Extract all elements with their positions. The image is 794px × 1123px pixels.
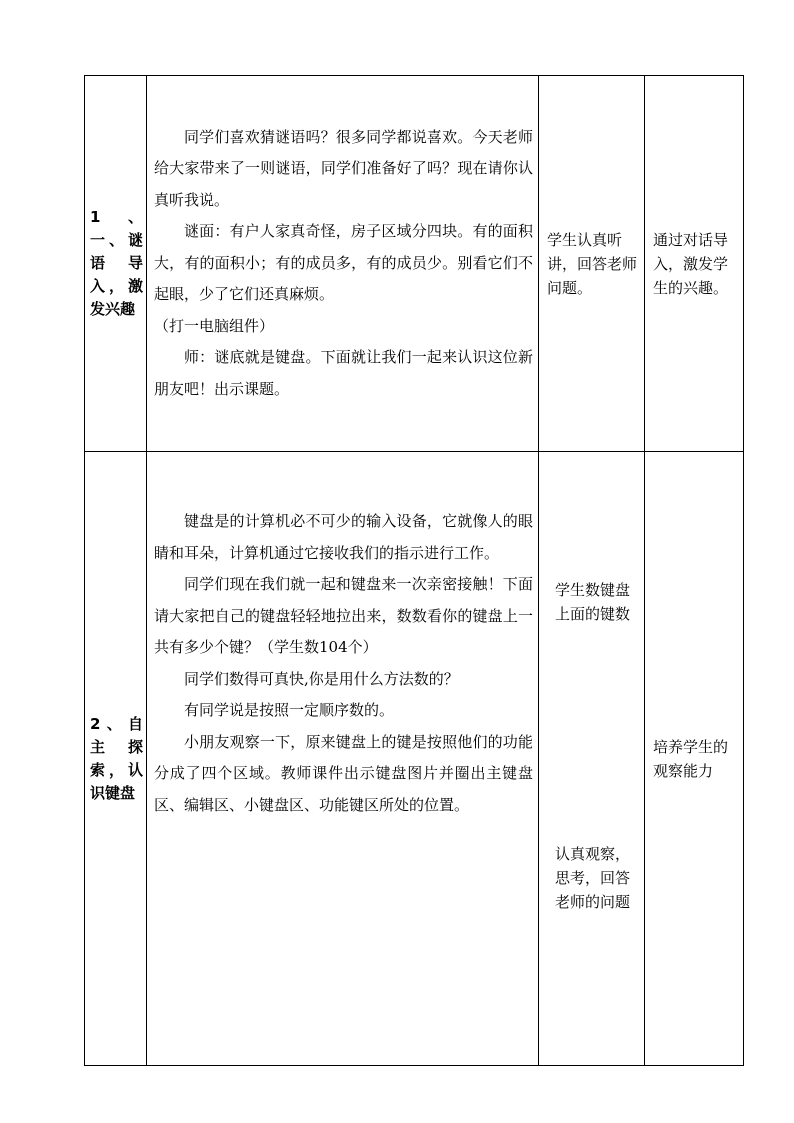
paragraph: 同学们数得可真快,你是用什么方法数的？ bbox=[184, 669, 459, 688]
design-intent-text: 培养学生的观察能力 bbox=[653, 737, 729, 780]
paragraph: 同学们现在我们就一起和键盘来一次亲密接触！下面请大家把自己的键盘轻轻地拉出来，数数看你的键盘上一共有多少个键？（学生数104个） bbox=[154, 575, 533, 656]
design-intent-cell bbox=[645, 76, 744, 452]
lesson-plan-table bbox=[84, 75, 744, 1066]
paragraph: 小朋友观察一下，原来键盘上的键是按照他们的功能分成了四个区域。教师课件出示键盘图片并圈出主键盘区、编辑区、小键盘区、功能键区所处的位置。 bbox=[154, 732, 533, 814]
paragraph: 有同学说是按照一定顺序数的。 bbox=[184, 701, 395, 719]
table-row bbox=[85, 76, 744, 452]
teaching-content-cell bbox=[147, 76, 539, 452]
design-intent-text: 通过对话导入，激发学生的兴趣。 bbox=[653, 230, 729, 297]
paragraph: 键盘是的计算机必不可少的输入设备，它就像人的眼睛和耳朵，计算机通过它接收我们的指示进行工作。 bbox=[154, 512, 533, 562]
student-activity-text: 认真观察，思考，回答老师的问题 bbox=[555, 845, 631, 911]
design-intent-cell bbox=[645, 452, 744, 1066]
paragraph: （打一电脑组件） bbox=[154, 316, 275, 335]
stage-cell bbox=[85, 76, 147, 452]
student-activity-text: 学生数键盘上面的键数 bbox=[555, 581, 631, 623]
stage-cell bbox=[85, 452, 147, 1066]
paragraph: 同学们喜欢猜谜语吗？很多同学都说喜欢。今天老师给大家带来了一则谜语，同学们准备好了吗？现在请你认真听我说。 bbox=[154, 127, 533, 209]
table-row bbox=[85, 452, 744, 1066]
student-activity-cell bbox=[539, 76, 645, 452]
student-activity-text: 学生认真听讲，回答老师问题。 bbox=[547, 230, 638, 297]
stage-label: 2、自主探索，认识键盘 bbox=[90, 714, 143, 802]
paragraph: 谜面：有户人家真奇怪，房子区域分四块。有的面积大，有的面积小；有的成员多，有的成员少。别看它们不起眼，少了它们还真麻烦。 bbox=[154, 222, 533, 304]
stage-label: 1、一、谜语导入，激发兴趣 bbox=[90, 208, 143, 318]
teaching-content-cell bbox=[147, 452, 539, 1066]
student-activity-cell bbox=[539, 452, 645, 1066]
paragraph: 师：谜底就是键盘。下面就让我们一起来认识这位新朋友吧！出示课题。 bbox=[154, 348, 533, 398]
